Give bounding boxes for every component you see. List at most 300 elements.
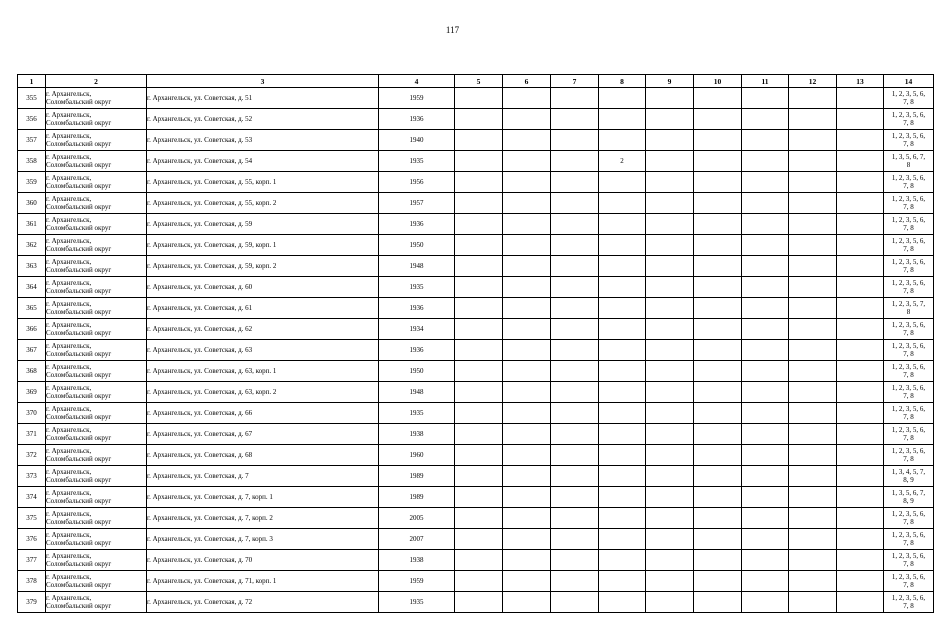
column-13-cell [837,382,884,403]
district-okrug-line: Соломбальский округ [46,245,112,253]
district-city-line: г. Архангельск, [46,488,92,497]
district-cell [46,466,147,487]
row-number-cell: 357 [18,130,46,151]
column-9-cell [646,298,694,319]
district-cell [46,130,147,151]
column-5-cell [455,109,503,130]
column-6-cell [503,319,551,340]
column-12-cell [789,529,837,550]
column-11-cell [742,529,789,550]
district-okrug-line: Соломбальский округ [46,224,112,232]
column-13-cell [837,256,884,277]
column-11-cell [742,109,789,130]
row-number-cell: 375 [18,508,46,529]
district-okrug-line: Соломбальский округ [46,266,112,274]
column-header-3: 3 [147,75,379,88]
column-7-cell [551,235,599,256]
year-cell: 1989 [379,466,455,487]
year-cell: 1950 [379,361,455,382]
year-cell: 1935 [379,277,455,298]
column-11-cell [742,508,789,529]
column-6-cell [503,277,551,298]
column-6-cell [503,550,551,571]
column-8-cell [599,571,646,592]
codes-line-1: 1, 2, 3, 5, 6, [891,194,926,203]
column-7-cell [551,571,599,592]
column-10-cell [694,130,742,151]
column-8-cell [599,445,646,466]
column-9-cell [646,319,694,340]
table-row [18,424,934,445]
column-5-cell [455,529,503,550]
codes-line-1: 1, 2, 3, 5, 6, [891,341,926,350]
codes-cell [884,88,934,109]
column-9-cell [646,508,694,529]
table-row [18,151,934,172]
column-5-cell [455,550,503,571]
housing-registry-table [17,74,934,613]
district-city-line: г. Архангельск, [46,320,92,329]
column-6-cell [503,361,551,382]
column-9-cell [646,214,694,235]
district-okrug-line: Соломбальский округ [46,602,112,610]
year-cell: 1957 [379,193,455,214]
address-cell: г. Архангельск, ул. Советская, д. 7, корп. 2 [147,508,379,529]
district-okrug-line: Соломбальский округ [46,182,112,190]
address-cell: г. Архангельск, ул. Советская, д. 66 [147,403,379,424]
column-5-cell [455,88,503,109]
district-city-line: г. Архангельск, [46,194,92,203]
column-8-cell [599,193,646,214]
codes-line-1: 1, 2, 3, 5, 6, [891,425,926,434]
codes-line-1: 1, 2, 3, 5, 6, [891,89,926,98]
column-9-cell [646,424,694,445]
district-okrug-line: Соломбальский округ [46,413,112,421]
column-header-4: 4 [379,75,455,88]
district-okrug-line: Соломбальский округ [46,329,112,337]
codes-cell [884,550,934,571]
column-9-cell [646,235,694,256]
codes-line-2: 7, 8 [903,602,914,610]
district-city-line: г. Архангельск, [46,425,92,434]
codes-cell [884,340,934,361]
address-cell: г. Архангельск, ул. Советская, д. 54 [147,151,379,172]
district-city-line: г. Архангельск, [46,110,92,119]
district-cell [46,235,147,256]
column-12-cell [789,424,837,445]
district-cell [46,382,147,403]
column-10-cell [694,151,742,172]
column-13-cell [837,298,884,319]
column-6-cell [503,424,551,445]
district-okrug-line: Соломбальский округ [46,161,112,169]
district-city-line: г. Архангельск, [46,446,92,455]
column-13-cell [837,172,884,193]
district-okrug-line: Соломбальский округ [46,119,112,127]
column-12-cell [789,571,837,592]
district-cell [46,256,147,277]
column-10-cell [694,298,742,319]
column-7-cell [551,487,599,508]
codes-line-1: 1, 3, 4, 5, 7, [891,467,926,476]
year-cell: 1956 [379,172,455,193]
column-11-cell [742,172,789,193]
column-11-cell [742,382,789,403]
row-number-cell: 378 [18,571,46,592]
column-10-cell [694,424,742,445]
column-9-cell [646,592,694,613]
column-6-cell [503,88,551,109]
column-header-13: 13 [837,75,884,88]
district-okrug-line: Соломбальский округ [46,350,112,358]
column-12-cell [789,403,837,424]
row-number-cell: 365 [18,298,46,319]
column-5-cell [455,592,503,613]
column-10-cell [694,361,742,382]
table-body [18,88,934,613]
codes-line-2: 7, 8 [903,581,914,589]
district-cell [46,319,147,340]
codes-line-2: 7, 8 [903,287,914,295]
column-8-cell [599,340,646,361]
column-11-cell [742,235,789,256]
column-8-cell [599,424,646,445]
column-10-cell [694,256,742,277]
district-cell [46,529,147,550]
district-okrug-line: Соломбальский округ [46,140,112,148]
district-city-line: г. Архангельск, [46,572,92,581]
column-12-cell [789,88,837,109]
codes-line-1: 1, 2, 3, 5, 6, [891,131,926,140]
codes-cell [884,151,934,172]
column-12-cell [789,235,837,256]
district-cell [46,361,147,382]
column-6-cell [503,445,551,466]
column-10-cell [694,382,742,403]
codes-cell [884,277,934,298]
table-row [18,361,934,382]
column-6-cell [503,256,551,277]
column-8-cell [599,361,646,382]
column-header-14: 14 [884,75,934,88]
column-8-cell [599,130,646,151]
column-5-cell [455,382,503,403]
column-6-cell [503,193,551,214]
codes-line-2: 7, 8 [903,329,914,337]
district-cell [46,592,147,613]
column-7-cell [551,193,599,214]
table-row [18,235,934,256]
column-9-cell [646,529,694,550]
column-12-cell [789,487,837,508]
column-12-cell [789,109,837,130]
column-6-cell [503,466,551,487]
column-12-cell [789,193,837,214]
codes-line-1: 1, 2, 3, 5, 6, [891,236,926,245]
address-cell: г. Архангельск, ул. Советская, д. 7 [147,466,379,487]
column-11-cell [742,592,789,613]
district-okrug-line: Соломбальский округ [46,308,112,316]
column-8-cell [599,298,646,319]
column-10-cell [694,193,742,214]
column-5-cell [455,256,503,277]
column-8-cell [599,487,646,508]
column-8-cell [599,235,646,256]
address-cell: г. Архангельск, ул. Советская, д. 7, корп. 3 [147,529,379,550]
column-9-cell [646,88,694,109]
codes-line-1: 1, 2, 3, 5, 6, [891,362,926,371]
column-11-cell [742,403,789,424]
column-7-cell [551,319,599,340]
codes-line-2: 8 [906,308,911,316]
column-13-cell [837,508,884,529]
codes-line-2: 8, 9 [903,497,914,505]
codes-line-2: 7, 8 [903,434,914,442]
district-okrug-line: Соломбальский округ [46,539,112,547]
column-9-cell [646,109,694,130]
district-okrug-line: Соломбальский округ [46,98,112,106]
column-5-cell [455,403,503,424]
table-row [18,172,934,193]
column-6-cell [503,508,551,529]
column-10-cell [694,487,742,508]
codes-cell [884,235,934,256]
column-7-cell [551,466,599,487]
district-city-line: г. Архангельск, [46,467,92,476]
year-cell: 1934 [379,319,455,340]
row-number-cell: 361 [18,214,46,235]
column-6-cell [503,340,551,361]
codes-cell [884,571,934,592]
column-6-cell [503,592,551,613]
table-row [18,466,934,487]
codes-cell [884,403,934,424]
codes-line-1: 1, 2, 3, 5, 6, [891,257,926,266]
codes-line-2: 7, 8 [903,224,914,232]
address-cell: г. Архангельск, ул. Советская, д. 62 [147,319,379,340]
column-11-cell [742,550,789,571]
row-number-cell: 366 [18,319,46,340]
row-number-cell: 368 [18,361,46,382]
codes-line-1: 1, 2, 3, 5, 6, [891,215,926,224]
column-11-cell [742,277,789,298]
column-9-cell [646,487,694,508]
column-10-cell [694,340,742,361]
column-6-cell [503,172,551,193]
table-row [18,445,934,466]
column-7-cell [551,172,599,193]
column-12-cell [789,298,837,319]
column-12-cell [789,592,837,613]
column-7-cell [551,151,599,172]
codes-cell [884,172,934,193]
column-7-cell [551,424,599,445]
column-9-cell [646,277,694,298]
column-13-cell [837,424,884,445]
codes-line-1: 1, 2, 3, 5, 6, [891,509,926,518]
column-10-cell [694,592,742,613]
column-12-cell [789,172,837,193]
table-row [18,403,934,424]
year-cell: 1938 [379,550,455,571]
year-cell: 1936 [379,109,455,130]
column-11-cell [742,571,789,592]
year-cell: 1989 [379,487,455,508]
column-13-cell [837,361,884,382]
column-13-cell [837,340,884,361]
column-10-cell [694,88,742,109]
district-cell [46,403,147,424]
codes-line-1: 1, 2, 3, 5, 6, [891,404,926,413]
column-13-cell [837,487,884,508]
column-10-cell [694,403,742,424]
district-cell [46,340,147,361]
year-cell: 1935 [379,592,455,613]
codes-cell [884,382,934,403]
district-city-line: г. Архангельск, [46,299,92,308]
year-cell: 2007 [379,529,455,550]
column-11-cell [742,130,789,151]
column-12-cell [789,214,837,235]
column-9-cell [646,445,694,466]
address-cell: г. Архангельск, ул. Советская, д. 59, корп. 2 [147,256,379,277]
column-12-cell [789,340,837,361]
column-5-cell [455,571,503,592]
address-cell: г. Архангельск, ул. Советская, д. 61 [147,298,379,319]
column-11-cell [742,340,789,361]
row-number-cell: 377 [18,550,46,571]
column-8-cell [599,403,646,424]
column-5-cell [455,277,503,298]
column-13-cell [837,235,884,256]
column-8-cell [599,382,646,403]
column-10-cell [694,550,742,571]
year-cell: 1948 [379,382,455,403]
column-7-cell [551,529,599,550]
codes-line-1: 1, 3, 5, 6, 7, [891,152,926,161]
address-cell: г. Архангельск, ул. Советская, д. 63 [147,340,379,361]
column-10-cell [694,109,742,130]
district-city-line: г. Архангельск, [46,131,92,140]
table-row [18,340,934,361]
codes-cell [884,361,934,382]
column-7-cell [551,298,599,319]
district-okrug-line: Соломбальский округ [46,434,112,442]
codes-cell [884,445,934,466]
column-7-cell [551,508,599,529]
district-city-line: г. Архангельск, [46,593,92,602]
district-cell [46,172,147,193]
codes-line-1: 1, 2, 3, 5, 6, [891,320,926,329]
column-7-cell [551,109,599,130]
column-9-cell [646,382,694,403]
column-8-cell [599,592,646,613]
column-header-1: 1 [18,75,46,88]
year-cell: 1935 [379,403,455,424]
column-13-cell [837,130,884,151]
address-cell: г. Архангельск, ул. Советская, д. 67 [147,424,379,445]
column-5-cell [455,235,503,256]
codes-line-2: 7, 8 [903,539,914,547]
column-10-cell [694,214,742,235]
column-13-cell [837,592,884,613]
column-12-cell [789,130,837,151]
column-10-cell [694,529,742,550]
column-6-cell [503,403,551,424]
column-9-cell [646,256,694,277]
column-13-cell [837,466,884,487]
codes-line-1: 1, 2, 3, 5, 6, [891,383,926,392]
column-6-cell [503,571,551,592]
year-cell: 1936 [379,298,455,319]
codes-line-1: 1, 2, 3, 5, 6, [891,551,926,560]
table-row [18,193,934,214]
district-okrug-line: Соломбальский округ [46,392,112,400]
column-header-9: 9 [646,75,694,88]
row-number-cell: 379 [18,592,46,613]
district-city-line: г. Архангельск, [46,509,92,518]
codes-line-1: 1, 2, 3, 5, 7, [891,299,926,308]
year-cell: 1935 [379,151,455,172]
address-cell: г. Архангельск, ул. Советская, д. 59 [147,214,379,235]
column-12-cell [789,445,837,466]
district-cell [46,550,147,571]
district-city-line: г. Архангельск, [46,383,92,392]
table-row [18,529,934,550]
codes-line-2: 7, 8 [903,392,914,400]
column-11-cell [742,256,789,277]
codes-line-2: 7, 8 [903,350,914,358]
column-6-cell [503,298,551,319]
column-7-cell [551,277,599,298]
district-city-line: г. Архангельск, [46,173,92,182]
address-cell: г. Архангельск, ул. Советская, д. 68 [147,445,379,466]
column-12-cell [789,256,837,277]
year-cell: 1960 [379,445,455,466]
column-12-cell [789,508,837,529]
column-5-cell [455,424,503,445]
district-okrug-line: Соломбальский округ [46,455,112,463]
column-header-5: 5 [455,75,503,88]
column-13-cell [837,277,884,298]
column-12-cell [789,277,837,298]
year-cell: 1959 [379,88,455,109]
column-9-cell [646,466,694,487]
row-number-cell: 360 [18,193,46,214]
codes-line-1: 1, 2, 3, 5, 6, [891,173,926,182]
codes-line-1: 1, 2, 3, 5, 6, [891,572,926,581]
row-number-cell: 376 [18,529,46,550]
column-7-cell [551,403,599,424]
column-9-cell [646,403,694,424]
column-9-cell [646,550,694,571]
district-cell [46,277,147,298]
district-city-line: г. Архангельск, [46,89,92,98]
column-10-cell [694,571,742,592]
page-number: 117 [445,25,460,35]
column-11-cell [742,214,789,235]
column-13-cell [837,529,884,550]
codes-line-1: 1, 2, 3, 5, 6, [891,530,926,539]
codes-line-2: 7, 8 [903,119,914,127]
row-number-cell: 369 [18,382,46,403]
district-cell [46,424,147,445]
header-row [18,75,934,88]
column-7-cell [551,340,599,361]
district-cell [46,487,147,508]
column-11-cell [742,424,789,445]
column-11-cell [742,193,789,214]
